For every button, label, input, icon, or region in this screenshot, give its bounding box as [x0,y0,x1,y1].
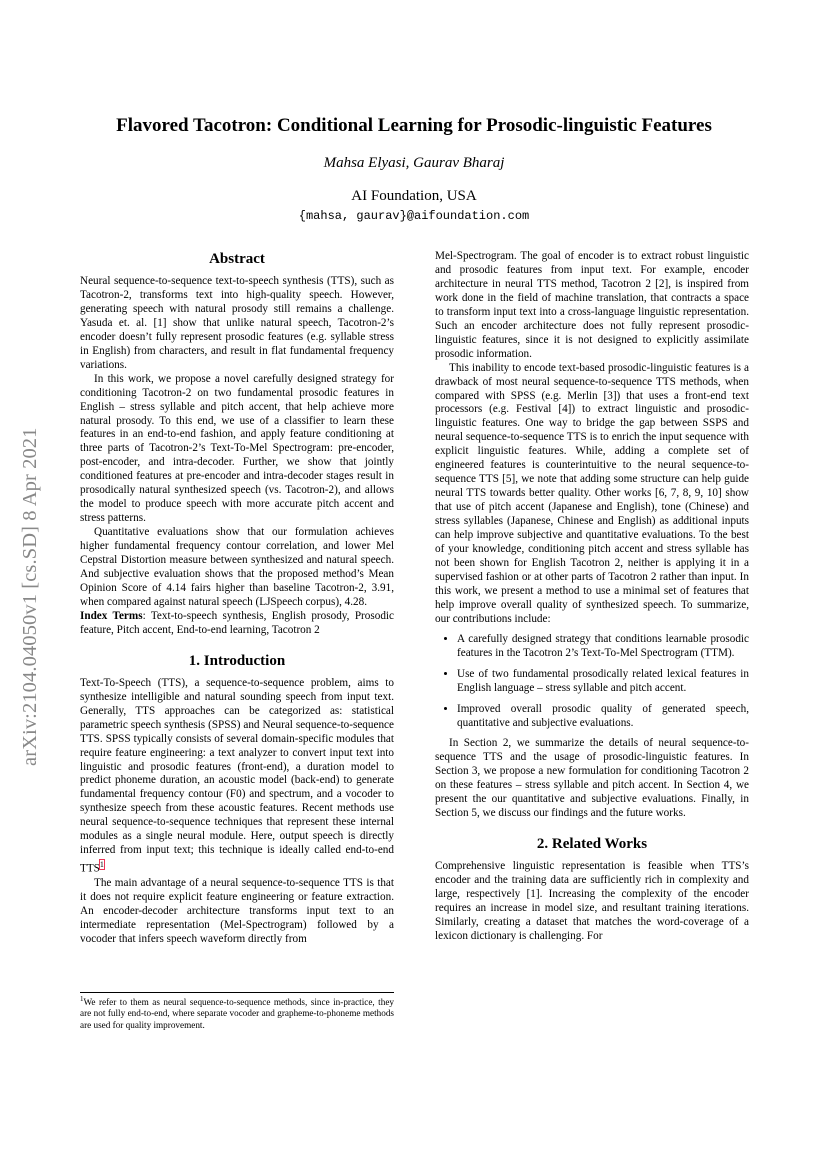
contributions-list [435,633,749,731]
footnote-mark: 1 [80,994,84,1003]
paper-affiliation: AI Foundation, USA [351,188,477,204]
intro-paragraph-3: Mel-Spectrogram. The goal of encoder is to extract robust linguistic and prosodic features from input text. For example, encoder architecture in neural TTS method, Tacotron 2 [2], is inspired from work done in the field of machine translation, that contracts a space to transform input text into a cross-language linguistic representation. Such an encoder architecture does not fully represent prosodic-linguistic features, since it is not designed to explicitly assimilate prosodic information. [435,250,749,360]
contribution-item: • Improved overall prosodic quality of generated speech, quantitative and subjective evaluations. [457,703,749,731]
footnote-text: We refer to them as neural sequence-to-sequence methods, since in-practice, they are not fully end-to-end, where separate vocoder and grapheme-to-phoneme methods are used for quality improvement. [80,997,394,1030]
paper-authors: Mahsa Elyasi, Gaurav Bharaj [323,155,505,171]
related-works-heading: 2. Related Works [536,836,648,853]
index-terms-label: Index Terms [80,609,143,622]
contribution-item: • A carefully designed strategy that conditions learnable prosodic features in the Tacotron 2’s Text-To-Mel Spectrogram (TTM). [457,633,749,661]
intro-paragraph-2: The main advantage of a neural sequence-to-sequence TTS is that it does not require explicit feature engineering or feature extraction. An encoder-decoder architecture transforms input text to an intermediate representation (Mel-Spectrogram) followed by a vocoder that infers speech waveform directly from [80,876,394,945]
footnote-link[interactable]: 1 [99,860,104,870]
paper-title: Flavored Tacotron: Conditional Learning for Prosodic-linguistic Features [116,115,712,136]
index-terms [80,610,394,638]
abstract-paragraph-2: In this work, we propose a novel carefully designed strategy for conditioning Tacotron-2 on two fundamental prosodic features in English – stress syllable and pitch accent, that help achieve more natural prosody. To this end, we use of a classifier to learn these features in an end-to-end fashion, and apply feature conditioning at three parts of Tacotron-2’s Text-To-Mel Spectrogram: pre-encoder, post-encoder, and intra-decoder. Further, we show that jointly conditioned features at pre-encoder and intra-decoder stages result in prosodically natural synthesized speech (vs. Tacotron-2), and allows the model to produce speech with more accurate pitch accent and stress patterns. [80,372,394,525]
abstract-heading: Abstract [209,251,265,267]
index-terms-text: : Text-to-speech synthesis, English prosody, Prosodic feature, Pitch accent, End-to-end learning, Tacotron 2 [80,609,394,636]
footnote [80,992,394,1031]
intro-paragraph-1-text: Text-To-Speech (TTS), a sequence-to-sequence problem, aims to synthesize intelligible and natural sounding speech from input text. Generally, TTS approaches can be categorized as: statistical parametric speech synthesis (SPSS) and Neural sequence-to-sequence TTS. SPSS typically consists of several domain-specific modules that require feature engineering: a text analyzer to convert input text into linguistic and prosodic features (front-end), a duration model to predict phoneme duration, an acoustic model (back-end) to generate fundamental frequency contour (F0) and spectrum, and a vocoder to synthesize speech from these acoustic features. Recent methods use neural sequence-to-sequence techniques that represent these internal modules as a single neural module. Here, output speech is directly inferred from input text; this technique is ideally called end-to-end TTS [80,676,394,875]
intro-paragraph-5: In Section 2, we summarize the details of neural sequence-to-sequence TTS and the usage of prosodic-linguistic features. In Section 3, we propose a new formulation for conditioning Tacotron 2 on these features – stress syllable and pitch accent. In Section 4, we present the our quantitative and subjective evaluations. Finally, in Section 5, we discuss our findings and the future works. [435,737,749,820]
abstract-paragraph-3: Quantitative evaluations show that our formulation achieves higher fundamental frequency contour correlation, and lower Mel Cepstral Distortion measure between synthesized and natural speech. And subjective evaluation shows that the proposed method’s Mean Opinion Score of 4.14 fairs higher than baseline Tacotron-2, 3.91, when compared against natural speech (LJSpeech corpus), 4.28. [80,526,394,608]
right-column [435,250,749,944]
contribution-item: • Use of two fundamental prosodically related lexical features in English language – stress syllable and pitch accent. [457,668,749,696]
paper-email: {mahsa, gaurav}@aifoundation.com [298,209,530,223]
intro-paragraph-1 [80,677,394,877]
arxiv-identifier: arXiv:2104.04050v1 [cs.SD] 8 Apr 2021 [19,427,41,767]
left-column [80,250,394,947]
intro-paragraph-4: This inability to encode text-based prosodic-linguistic features is a drawback of most neural sequence-to-sequence TTS methods, when compared with SPSS (e.g. Merlin [3]) that uses a front-end text processors (e.g. Festival [4]) to extract linguistic and prosodic-linguistic features. One way to bridge the gap between SSPS and neural sequence-to-sequence TTS is to enrich the input sequence with explicit linguistic features. While, adding a complete set of engineered features is counterintuitive to the neural sequence-to-sequence TTS [5], we note that adding some structure can help guide neural TTS towards better quality. Other works [6, 7, 8, 9, 10] show that use of pitch accent (Japanese and English), tone (Chinese) and stress syllables (Japanese, Chinese and English) as additional inputs can help improve subjective and quantitative evaluations. To the best of your knowledge, conditioning pitch accent and stress syllable has not been shown for English Tacotron 2, neither is applying it in a supervised fashion or at other parts of Tacotron 2 rather than input. In this work, we present a method to use a minimal set of features that help improve overall quality of synthesized speech. To summarize, our contributions include: [435,361,749,625]
abstract-paragraph-1: Neural sequence-to-sequence text-to-speech synthesis (TTS), such as Tacotron-2, transforms text into high-quality speech. However, generating speech with natural prosody still remains a challenge. Yasuda et. al. [1] show that unlike natural speech, Tacotron-2’s encoder doesn’t fully represent prosodic features (e.g. syllable stress in English) from characters, and result in flat fundamental frequency variations. [80,275,394,371]
related-paragraph-1: Comprehensive linguistic representation is feasible when TTS’s encoder and the training data are sufficiently rich in complexity and large, respectively [1]. Increasing the complexity of the encoder requires an increase in model size, and resultant training iterations. Similarly, creating a dataset that matches the word-coverage of a lexicon dictionary is challenging. For [435,860,749,942]
introduction-heading: 1. Introduction [188,652,286,669]
